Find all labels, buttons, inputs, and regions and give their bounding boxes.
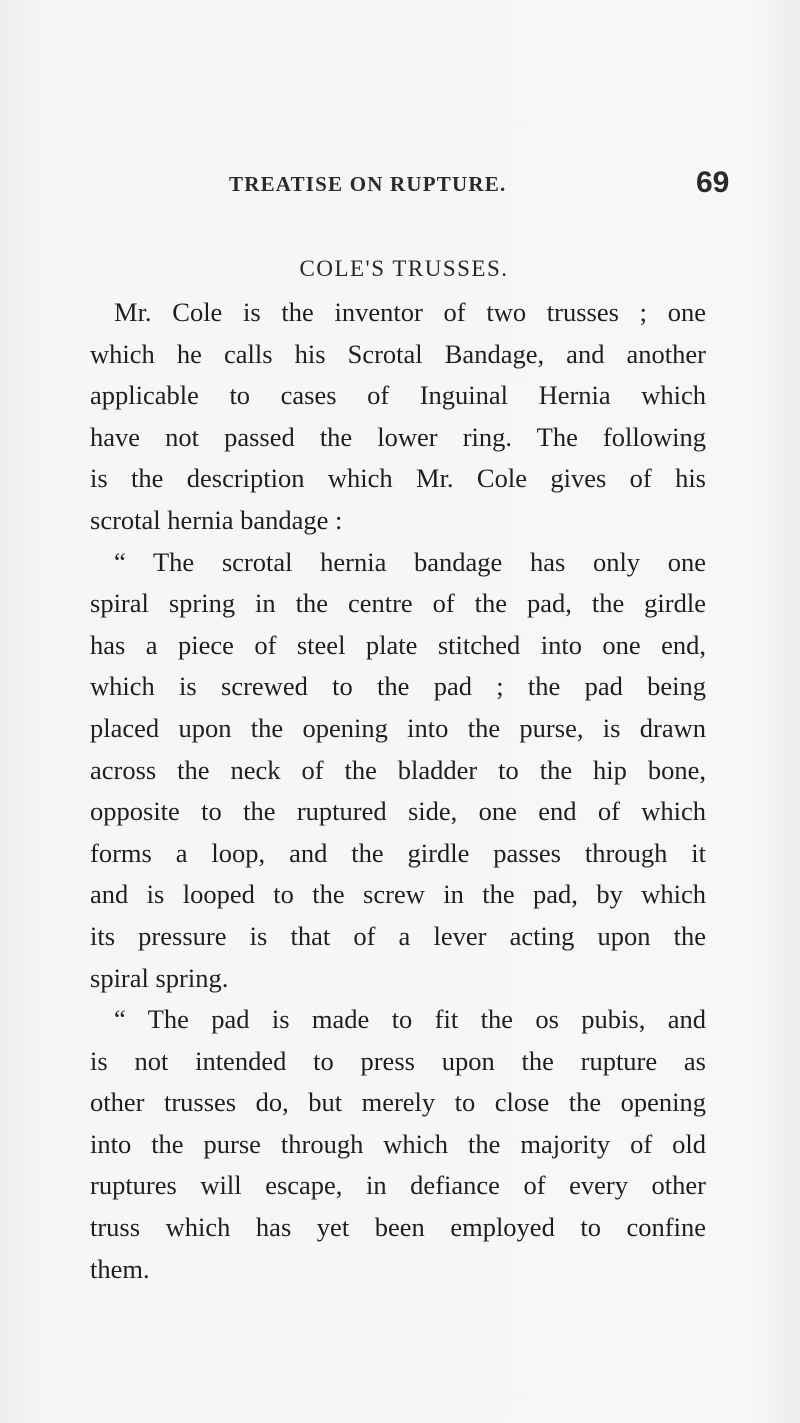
running-title: TREATISE ON RUPTURE. — [229, 172, 507, 196]
text-line: “ The pad is made to fit the os pubis, and — [114, 1004, 706, 1035]
text-line: placed upon the opening into the purse, is drawn — [90, 712, 706, 743]
section-heading-text: COLE'S TRUSSES. — [299, 256, 509, 281]
text-line: has a piece of steel plate stitched into one end, — [90, 629, 706, 660]
body-text — [90, 292, 706, 1290]
running-head — [0, 166, 800, 202]
text-line: spiral spring. — [90, 962, 229, 993]
section-heading — [0, 256, 800, 282]
text-line: ruptures will escape, in defiance of every other — [90, 1170, 706, 1201]
text-line: is not intended to press upon the rupture as — [90, 1045, 706, 1076]
text-line: them. — [90, 1253, 150, 1284]
text-line: which he calls his Scrotal Bandage, and another — [90, 338, 706, 369]
text-line: Mr. Cole is the inventor of two trusses ; one — [114, 297, 706, 327]
text-line: into the purse through which the majority of old — [90, 1128, 706, 1159]
page-number: 69 — [696, 166, 730, 199]
text-line: across the neck of the bladder to the hip bone, — [90, 754, 706, 785]
text-line: forms a loop, and the girdle passes through it — [90, 837, 706, 868]
text-line: truss which has yet been employed to confine — [90, 1212, 706, 1243]
text-line: spiral spring in the centre of the pad, the girdle — [90, 588, 706, 619]
text-line: and is looped to the screw in the pad, by which — [90, 879, 706, 910]
text-line: is the description which Mr. Cole gives of his — [90, 463, 706, 494]
text-line: its pressure is that of a lever acting upon the — [90, 920, 706, 951]
text-line: which is screwed to the pad ; the pad being — [90, 671, 706, 702]
text-line: applicable to cases of Inguinal Hernia which — [90, 380, 706, 411]
text-line: scrotal hernia bandage : — [90, 504, 343, 535]
text-line: have not passed the lower ring. The following — [90, 421, 706, 452]
text-line: other trusses do, but merely to close the opening — [90, 1087, 706, 1118]
text-line: “ The scrotal hernia bandage has only one — [114, 546, 706, 577]
text-line: opposite to the ruptured side, one end of which — [90, 796, 706, 827]
